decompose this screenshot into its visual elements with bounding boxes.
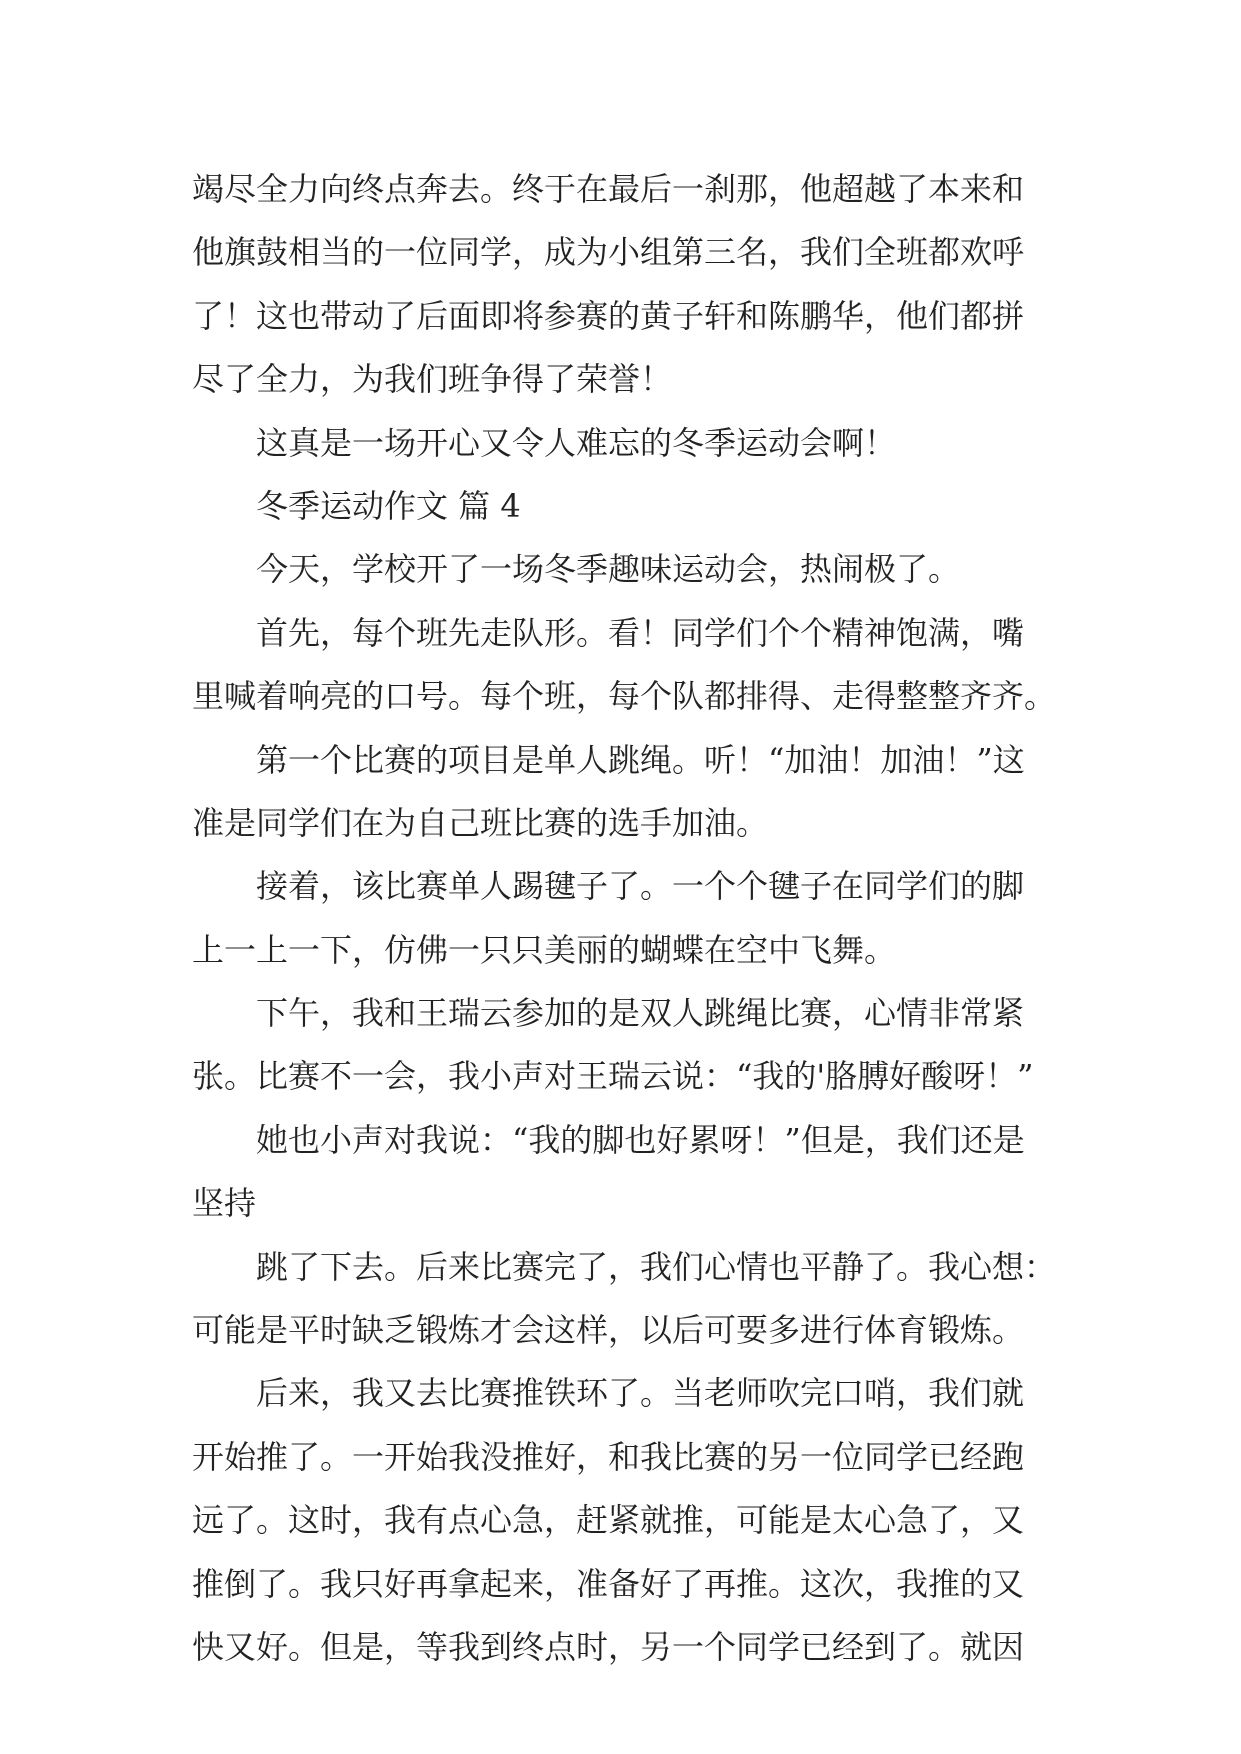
- text-line: 首先，每个班先走队形。看！同学们个个精神饱满，嘴: [256, 613, 1025, 652]
- text-line: 后来，我又去比赛推铁环了。当老师吹完口哨，我们就: [256, 1374, 1025, 1413]
- text-line: 张。比赛不一会，我小声对王瑞云说：“我的'胳膊好酸呀！”: [192, 1057, 1034, 1096]
- text-line: 了！这也带动了后面即将参赛的黄子轩和陈鹏华，他们都拼: [192, 296, 1025, 335]
- text-line: 上一上一下，仿佛一只只美丽的蝴蝶在空中飞舞。: [192, 930, 897, 969]
- text-line: 尽了全力，为我们班争得了荣誉！: [192, 360, 673, 399]
- text-line: 可能是平时缺乏锻炼才会这样，以后可要多进行体育锻炼。: [192, 1311, 1025, 1350]
- text-line: 推倒了。我只好再拿起来，准备好了再推。这次，我推的又: [192, 1564, 1025, 1603]
- text-line: 坚持: [192, 1184, 257, 1223]
- text-line: 准是同学们在为自己班比赛的选手加油。: [192, 803, 769, 842]
- text-line: 开始推了。一开始我没推好，和我比赛的另一位同学已经跑: [192, 1437, 1025, 1476]
- text-line: 她也小声对我说：“我的脚也好累呀！”但是，我们还是: [256, 1120, 1025, 1159]
- text-line: 远了。这时，我有点心急，赶紧就推，可能是太心急了，又: [192, 1501, 1025, 1540]
- text-line: 里喊着响亮的口号。每个班，每个队都排得、走得整整齐齐。: [192, 677, 1057, 716]
- text-line: 跳了下去。后来比赛完了，我们心情也平静了。我心想：: [256, 1247, 1057, 1286]
- text-line: 今天，学校开了一场冬季趣味运动会，热闹极了。: [256, 550, 961, 589]
- essay-body: [192, 158, 1062, 1679]
- text-line: 他旗鼓相当的一位同学，成为小组第三名，我们全班都欢呼: [192, 233, 1025, 272]
- text-line: 快又好。但是，等我到终点时，另一个同学已经到了。就因: [192, 1627, 1025, 1666]
- text-line: 下午，我和王瑞云参加的是双人跳绳比赛，心情非常紧: [256, 994, 1025, 1033]
- text-line: 第一个比赛的项目是单人跳绳。听！“加油！加油！”这: [256, 740, 1025, 779]
- text-line: 竭尽全力向终点奔去。终于在最后一刹那，他超越了本来和: [192, 170, 1025, 208]
- text-line: 接着，该比赛单人踢毽子了。一个个毽子在同学们的脚: [256, 867, 1025, 906]
- section-heading: 冬季运动作文 篇 4: [256, 486, 521, 525]
- text-line: 这真是一场开心又令人难忘的冬季运动会啊！: [256, 423, 897, 462]
